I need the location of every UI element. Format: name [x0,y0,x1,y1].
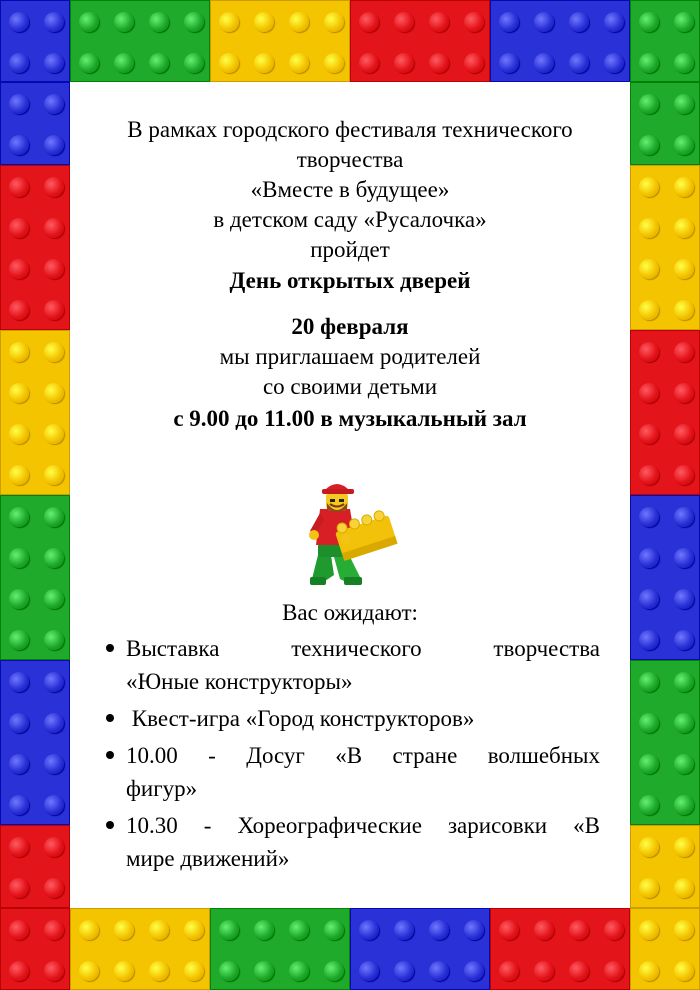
lego-brick [630,82,700,165]
lego-stud [499,12,519,32]
lego-stud [674,383,694,403]
program-block [100,598,600,875]
lego-stud [534,53,554,73]
intro-line-5: пройдет [310,237,390,262]
lego-stud [44,589,64,609]
lego-stud [674,259,694,279]
lego-stud [9,259,29,279]
lego-brick [0,165,70,330]
lego-stud [429,12,449,32]
lego-stud [569,12,589,32]
event-date: 20 февраля [291,314,409,339]
lego-stud [44,672,64,692]
lego-stud [359,12,379,32]
lego-stud [9,94,29,114]
lego-stud [184,53,204,73]
lego-stud [44,754,64,774]
lego-stud [639,53,659,73]
lego-stud [9,300,29,320]
lego-stud [44,259,64,279]
lego-stud [44,920,64,940]
lego-stud [674,795,694,815]
invite-line-2: со своими детьми [262,374,438,399]
lego-stud [534,920,554,940]
lego-stud [464,53,484,73]
lego-stud [9,424,29,444]
lego-stud [9,672,29,692]
invite-line-1: мы приглашаем родителей [219,344,481,369]
lego-brick [210,908,350,990]
lego-stud [674,878,694,898]
lego-stud [44,961,64,981]
lego-stud [324,53,344,73]
lego-stud [394,961,414,981]
lego-stud [9,135,29,155]
lego-brick [350,0,490,82]
lego-stud [44,630,64,650]
lego-brick [0,0,70,82]
lego-stud [639,961,659,981]
lego-stud [639,548,659,568]
lego-stud [639,424,659,444]
lego-stud [324,12,344,32]
lego-stud [674,920,694,940]
lego-stud [569,920,589,940]
lego-stud [44,795,64,815]
lego-brick [0,825,70,908]
lego-stud [639,12,659,32]
lego-stud [639,135,659,155]
lego-stud [219,12,239,32]
lego-stud [79,53,99,73]
lego-stud [9,53,29,73]
item-text-line: Выставка технического творчества [126,636,600,661]
lego-stud [674,837,694,857]
lego-stud [254,12,274,32]
item-text-line: фигур» [126,776,198,801]
lego-stud [674,507,694,527]
lego-brick [0,495,70,660]
lego-stud [184,12,204,32]
lego-brick [630,495,700,660]
lego-brick [0,330,70,495]
lego-stud [44,135,64,155]
lego-stud [674,342,694,362]
lego-stud [44,507,64,527]
lego-stud [44,878,64,898]
lego-stud [674,672,694,692]
lego-stud [674,218,694,238]
lego-stud [674,630,694,650]
lego-stud [604,961,624,981]
lego-stud [569,53,589,73]
lego-brick [0,908,70,990]
lego-stud [9,12,29,32]
bullet-dot-icon [106,644,114,652]
lego-stud [254,920,274,940]
item-text-line: Квест-игра «Город конструкторов» [126,706,475,731]
lego-stud [359,53,379,73]
program-list [100,632,600,875]
lego-stud [639,630,659,650]
lego-stud [499,920,519,940]
lego-brick [70,908,210,990]
lego-stud [639,920,659,940]
list-item [100,702,600,735]
lego-stud [674,94,694,114]
lego-stud [44,713,64,733]
kindergarten-name: в детском саду «Русалочка» [213,207,487,232]
lego-minifigure-icon [300,473,400,591]
bullet-dot-icon [106,821,114,829]
lego-stud [44,837,64,857]
lego-stud [44,342,64,362]
lego-stud [639,878,659,898]
lego-brick [630,165,700,330]
lego-stud [464,12,484,32]
announcement-block [78,115,622,434]
intro-line-2: творчества [296,147,404,172]
lego-stud [429,961,449,981]
lego-stud [394,12,414,32]
festival-name: «Вместе в будущее» [250,177,450,202]
lego-stud [44,300,64,320]
lego-stud [79,920,99,940]
lego-stud [44,12,64,32]
lego-stud [114,961,134,981]
lego-stud [324,920,344,940]
lego-stud [114,53,134,73]
lego-stud [639,342,659,362]
lego-stud [674,177,694,197]
lego-brick [630,330,700,495]
lego-stud [44,218,64,238]
lego-stud [114,920,134,940]
lego-stud [289,961,309,981]
lego-stud [9,754,29,774]
lego-stud [674,548,694,568]
lego-brick [490,908,630,990]
lego-stud [9,218,29,238]
lego-stud [9,795,29,815]
lego-stud [639,795,659,815]
lego-stud [639,218,659,238]
lego-stud [44,53,64,73]
lego-brick [490,0,630,82]
lego-stud [114,12,134,32]
intro-line-1: В рамках городского фестиваля технического [127,117,573,142]
bullet-dot-icon [106,751,114,759]
lego-stud [149,920,169,940]
lego-stud [219,53,239,73]
lego-stud [534,961,554,981]
lego-stud [254,53,274,73]
lego-stud [499,53,519,73]
lego-stud [639,672,659,692]
lego-brick [70,0,210,82]
lego-stud [604,12,624,32]
list-item [100,632,600,698]
lego-stud [289,920,309,940]
lego-stud [674,135,694,155]
lego-brick [210,0,350,82]
lego-stud [9,713,29,733]
lego-stud [44,94,64,114]
lego-brick [0,660,70,825]
lego-stud [44,465,64,485]
lego-stud [674,713,694,733]
lego-stud [9,961,29,981]
lego-stud [219,920,239,940]
lego-stud [394,920,414,940]
lego-stud [639,507,659,527]
lego-stud [44,383,64,403]
item-text-line: мире движений» [126,846,290,871]
lego-stud [674,12,694,32]
lego-stud [464,920,484,940]
list-item [100,809,600,875]
lego-stud [289,12,309,32]
lego-stud [9,383,29,403]
bullet-dot-icon [106,714,114,722]
lego-stud [639,754,659,774]
lego-brick [630,908,700,990]
lego-stud [429,53,449,73]
lego-stud [639,383,659,403]
lego-stud [9,548,29,568]
lego-stud [639,259,659,279]
lego-stud [9,177,29,197]
lego-stud [79,12,99,32]
lego-stud [9,878,29,898]
lego-stud [639,589,659,609]
lego-stud [149,12,169,32]
lego-stud [674,961,694,981]
lego-stud [149,53,169,73]
lego-stud [44,177,64,197]
lego-stud [674,300,694,320]
lego-brick [350,908,490,990]
lego-stud [324,961,344,981]
lego-stud [394,53,414,73]
lego-stud [9,630,29,650]
lego-stud [534,12,554,32]
program-title: Вас ожидают: [282,600,418,625]
lego-stud [639,465,659,485]
lego-stud [639,177,659,197]
lego-stud [639,713,659,733]
lego-stud [604,53,624,73]
lego-stud [604,920,624,940]
lego-stud [674,754,694,774]
lego-stud [289,53,309,73]
lego-brick [630,0,700,82]
lego-stud [499,961,519,981]
lego-stud [9,589,29,609]
lego-stud [359,920,379,940]
lego-stud [184,920,204,940]
time-and-place: с 9.00 до 11.00 в музыкальный зал [173,406,527,431]
lego-stud [9,837,29,857]
lego-stud [44,424,64,444]
lego-stud [254,961,274,981]
lego-stud [639,94,659,114]
lego-stud [9,465,29,485]
item-text-line: 10.30 - Хореографические зарисовки «В [126,813,600,838]
lego-stud [674,589,694,609]
lego-stud [149,961,169,981]
lego-stud [9,507,29,527]
item-text-line: 10.00 - Досуг «В стране волшебных [126,743,600,768]
lego-stud [429,920,449,940]
lego-stud [674,424,694,444]
lego-stud [184,961,204,981]
lego-brick [630,825,700,908]
lego-stud [44,548,64,568]
lego-stud [219,961,239,981]
lego-stud [674,465,694,485]
item-text-line: «Юные конструкторы» [126,669,353,694]
lego-brick [0,82,70,165]
lego-stud [674,53,694,73]
lego-stud [9,920,29,940]
event-title: День открытых дверей [229,268,471,293]
list-item [100,739,600,805]
lego-stud [9,342,29,362]
lego-stud [569,961,589,981]
lego-stud [464,961,484,981]
lego-stud [639,837,659,857]
lego-stud [639,300,659,320]
lego-stud [359,961,379,981]
lego-stud [79,961,99,981]
lego-brick [630,660,700,825]
